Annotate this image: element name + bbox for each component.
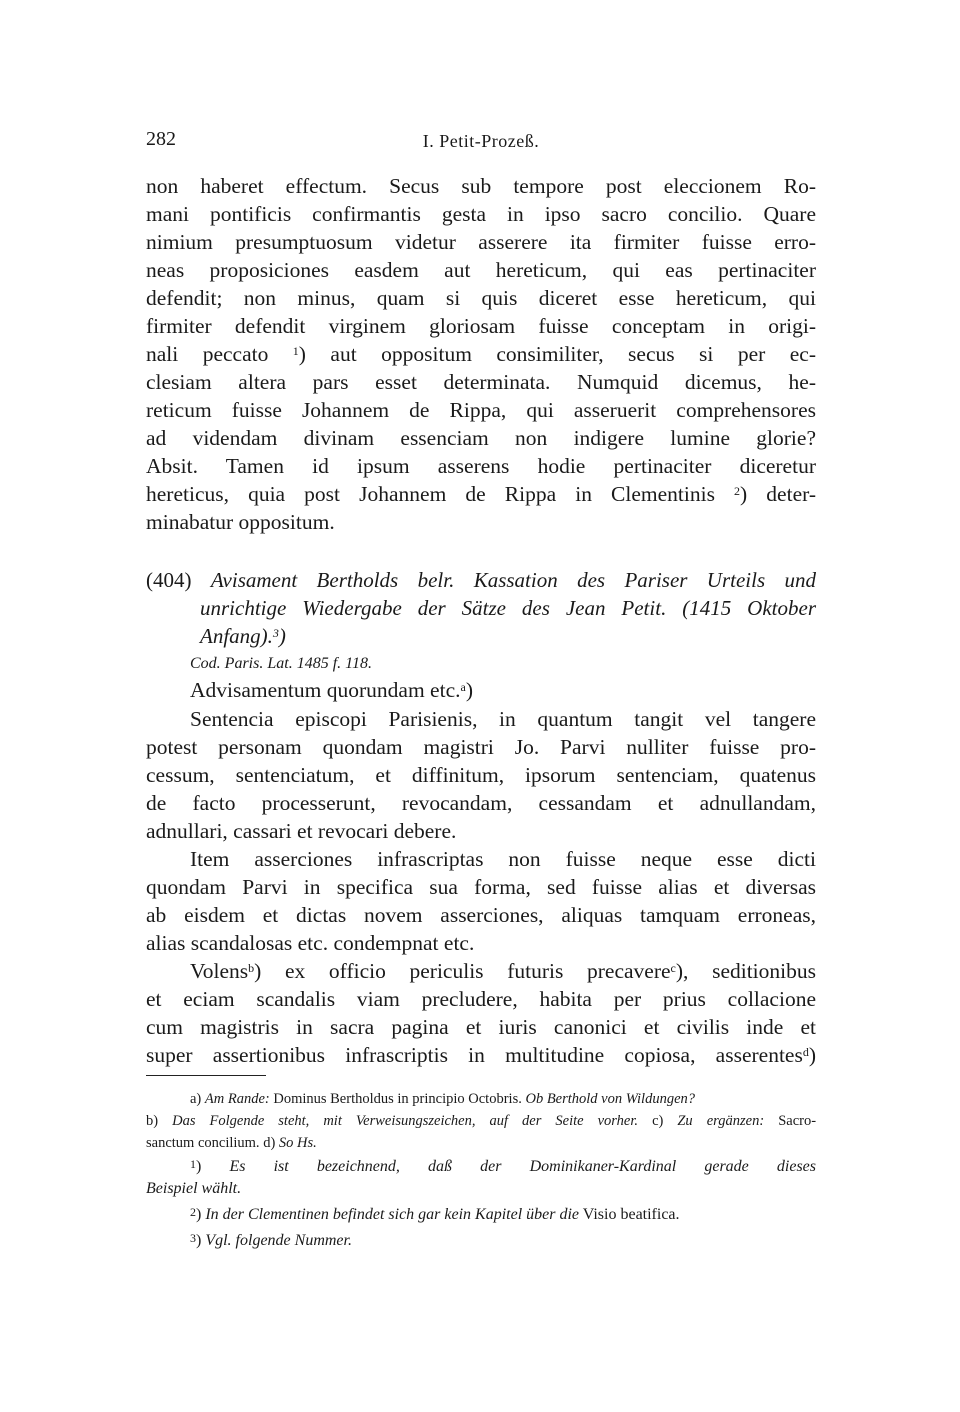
section-heading-line	[200, 622, 816, 650]
footnote-ref: c	[670, 961, 676, 975]
text-run: )	[465, 678, 473, 702]
text-run: So Hs.	[278, 1135, 317, 1151]
text-run: )	[808, 1043, 816, 1067]
footnote-line: $^1$) Es ist bezeichnend, daß der Dominikaner-Kardinal gerade dieses	[190, 1157, 817, 1175]
incipit	[190, 676, 816, 704]
text-run: nali peccato	[146, 342, 269, 366]
body-line: Item asserciones infrascriptas non fuisse neque esse dicti	[190, 847, 816, 871]
body-line: clesiam altera pars esset determinata. Numquid dicemus, he-	[146, 370, 816, 394]
text-run: super assertionibus infrascriptis in multitudine copiosa, asserentes	[146, 1043, 803, 1067]
footnote-line: $^3$) Vgl. folgende Nummer.	[190, 1231, 352, 1249]
body-line: reticum fuisse Johannem de Rippa, qui asseruerit comprehensores	[146, 398, 816, 422]
body-line: Sentencia episcopi Parisienis, in quantum tangit vel tangere	[190, 707, 816, 731]
body-line: mani pontificis confirmantis gesta in ipso sacro concilio. Quare	[146, 202, 816, 226]
body-line	[146, 1041, 816, 1069]
text-run: Sacro-	[778, 1113, 817, 1129]
text-run: ), seditionibus	[675, 959, 816, 983]
footnote-line: $^2$) In der Clementinen befindet sich gar kein Kapitel über die Visio beatifica.	[190, 1205, 680, 1223]
text-run: Ob Berthold von Wildungen?	[525, 1091, 696, 1107]
source-citation: Cod. Paris. Lat. 1485 f. 118.	[190, 655, 372, 672]
footnote-ref: a	[460, 680, 466, 694]
section-heading-line	[146, 566, 816, 594]
section-number: (404)	[146, 568, 192, 592]
body-line: neas proposiciones easdem aut hereticum, qui eas pertinaciter	[146, 258, 816, 282]
footnote-ref: b	[248, 961, 255, 975]
text-run: Es ist bezeichnend, daß der Dominikaner-Kardinal gerade dieses	[229, 1158, 817, 1175]
body-line: ab eisdem et dictas novem asserciones, aliquas tamquam erroneas,	[146, 903, 816, 927]
footnote-line	[146, 1110, 816, 1132]
text-run: Visio beatifica.	[582, 1206, 680, 1223]
text-run: Zu ergänzen:	[677, 1113, 765, 1129]
footnote-label: c)	[652, 1113, 664, 1129]
text-run: Das Folgende steht, mit Verweisungszeichen, auf der Seite vorher.	[172, 1113, 639, 1129]
footnote-ref: 1	[292, 344, 299, 358]
text-run: Dominus Bertholdus in principio Octobris.	[273, 1091, 522, 1107]
footnote-divider	[146, 1075, 266, 1076]
page-header	[146, 128, 816, 158]
body-line: cum magistris in sacra pagina et iuris canonici et civilis inde et	[146, 1015, 816, 1039]
body-line: nimium presumptuosum videtur asserere ita firmiter fuisse erro-	[146, 230, 816, 254]
footnote-ref: d	[802, 1045, 809, 1059]
text-run: In der Clementinen befindet sich gar kein Kapitel über die	[205, 1206, 580, 1223]
body-line: cessum, sentenciatum, et diffinitum, ipsorum sentenciam, quatenus	[146, 763, 816, 787]
section-title: Avisament Bertholds belr. Kassation des Pariser Urteils und	[210, 568, 817, 592]
text-run: ) aut oppositum consimiliter, secus si per ec-	[298, 342, 816, 366]
body-line: Absit. Tamen id ipsum asserens hodie pertinaciter diceretur	[146, 454, 816, 478]
body-line	[146, 340, 816, 368]
text-run: hereticus, quia post Johannem de Rippa in Clementinis	[146, 482, 715, 506]
body-line: quondam Parvi in specifica sua forma, sed fuisse alias et diversas	[146, 875, 816, 899]
footnote-label: b)	[146, 1113, 159, 1129]
footnote-line	[190, 1088, 816, 1110]
body-line: ad videndam divinam essenciam non indigere lumine glorie?	[146, 426, 816, 450]
text-run: ) deter-	[740, 482, 816, 506]
body-line: et eciam scandalis viam precludere, habita per prius collacione	[146, 987, 816, 1011]
text-run: Volens	[190, 959, 249, 983]
text-run: Vgl. folgende Nummer.	[205, 1232, 352, 1249]
footnote-line	[146, 1132, 816, 1154]
body-line: minabatur oppositum.	[146, 510, 335, 534]
footnote-line: Beispiel wählt.	[146, 1180, 242, 1197]
running-title: I. Petit-Prozeß.	[422, 131, 540, 151]
section-heading-line: unrichtige Wiedergabe der Sätze des Jean Petit. (1415 Oktober	[200, 596, 816, 620]
text-run: Am Rande:	[204, 1091, 270, 1107]
text-run: )	[278, 624, 286, 648]
body-line: adnullari, cassari et revocari debere.	[146, 819, 457, 843]
body-line: potest personam quondam magistri Jo. Parvi nulliter fuisse pro-	[146, 735, 816, 759]
body-line: defendit; non minus, quam si quis diceret esse hereticum, qui	[146, 286, 816, 310]
footnote-ref: 2	[734, 484, 741, 498]
footnote-label: 1	[190, 1157, 196, 1171]
footnote-label: a)	[190, 1091, 202, 1107]
text-run: ) ex officio periculis futuris precavere	[254, 959, 671, 983]
body-line	[190, 957, 816, 985]
body-line: firmiter defendit virginem gloriosam fuisse conceptam in origi-	[146, 314, 816, 338]
body-line	[146, 480, 816, 508]
body-line: non haberet effectum. Secus sub tempore post eleccionem Ro-	[146, 174, 816, 198]
text-run: sanctum concilium.	[146, 1135, 260, 1151]
body-line: de facto processerunt, revocandam, cessandam et adnullandam,	[146, 791, 816, 815]
text-run: Advisamentum quorundam etc.	[190, 678, 461, 702]
text-run: Anfang).	[200, 624, 273, 648]
footnote-label: d)	[263, 1135, 276, 1151]
body-line: alias scandalosas etc. condempnat etc.	[146, 931, 475, 955]
footnote-ref: 3	[272, 626, 279, 640]
footnote-label: 2	[190, 1205, 196, 1219]
footnote-label: 3	[190, 1231, 196, 1245]
page-number: 282	[146, 128, 176, 150]
